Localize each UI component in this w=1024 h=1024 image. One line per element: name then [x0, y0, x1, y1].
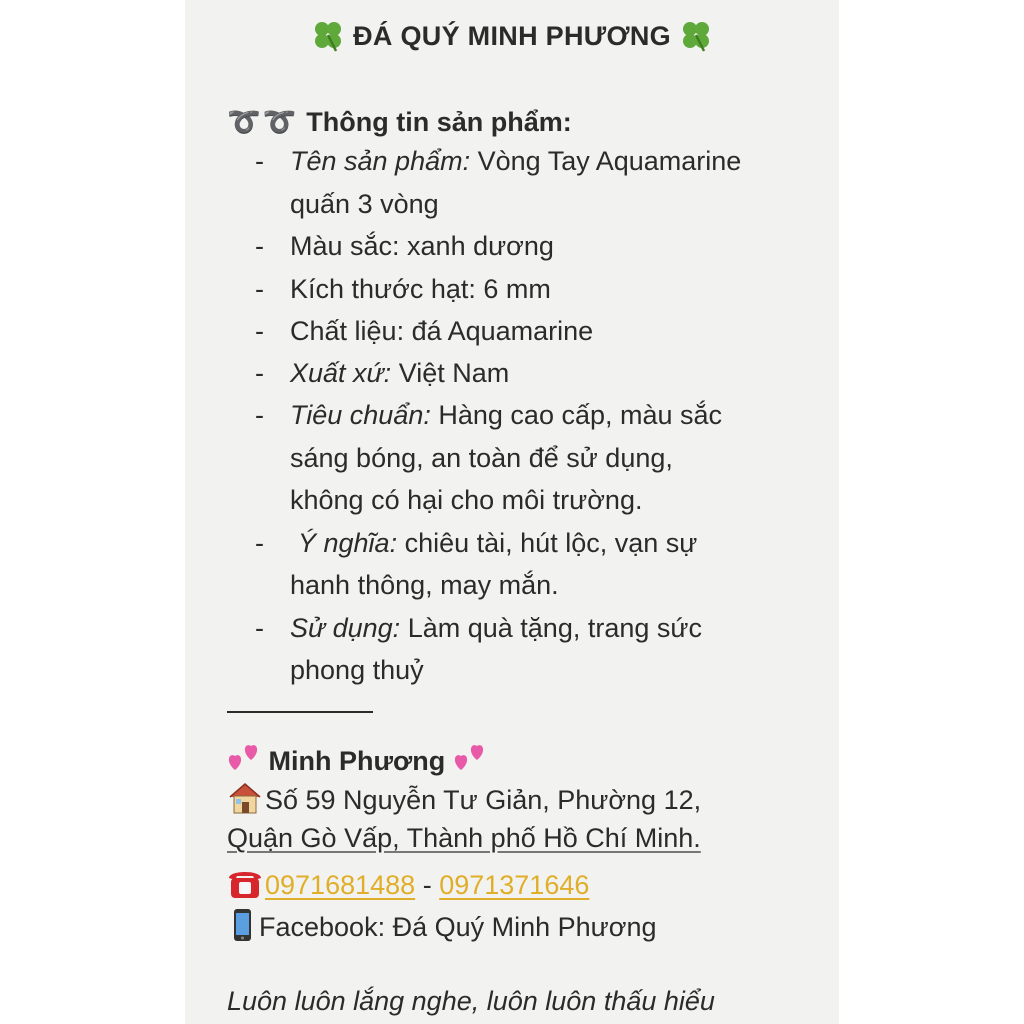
slogan: Luôn luôn lắng nghe, luôn luôn thấu hiểu	[227, 986, 715, 1016]
product-info-heading-text: Thông tin sản phẩm:	[306, 107, 572, 137]
bullet: -	[255, 528, 264, 558]
bullet: -	[255, 274, 264, 304]
address-line-2[interactable]: Quận Gò Vấp, Thành phố Hồ Chí Minh.	[227, 823, 701, 853]
product-description-card	[185, 0, 839, 1024]
bullet: -	[255, 316, 264, 346]
list-item-usage-cont: phong thuỷ	[290, 655, 424, 685]
list-item-material: Chất liệu: đá Aquamarine	[290, 316, 594, 346]
house-icon	[227, 781, 263, 815]
phone-number-1[interactable]: 0971681488	[265, 870, 416, 900]
list-item-color: Màu sắc: xanh dương	[290, 231, 554, 261]
phone-separator: -	[422, 870, 432, 900]
product-info-heading	[227, 106, 572, 138]
bullet: -	[255, 146, 264, 176]
contact-name-text: Minh Phương	[268, 746, 446, 776]
list-item-standard-cont: không có hại cho môi trường.	[290, 485, 643, 515]
two-hearts-icon	[227, 742, 261, 776]
list-item-origin: Xuất xứ: Việt Nam	[290, 358, 510, 388]
bullet: -	[255, 400, 264, 430]
contact-name	[227, 742, 487, 777]
telephone-icon	[227, 866, 263, 900]
phone-line	[227, 866, 589, 901]
shop-title-text: ĐÁ QUÝ MINH PHƯƠNG	[353, 21, 671, 51]
list-item-standard: Tiêu chuẩn: Hàng cao cấp, màu sắc	[290, 400, 723, 430]
list-item-meaning-cont: hanh thông, may mắn.	[290, 570, 559, 600]
four-leaf-clover-icon	[679, 18, 713, 52]
divider	[227, 711, 373, 713]
two-hearts-icon	[453, 742, 487, 776]
mobile-phone-icon	[227, 908, 257, 942]
list-item-standard-cont: sáng bóng, an toàn để sử dụng,	[290, 443, 673, 473]
list-item-size: Kích thước hạt: 6 mm	[290, 274, 551, 304]
shop-title	[185, 18, 839, 52]
bullet: -	[255, 613, 264, 643]
list-item-meaning: Ý nghĩa: chiêu tài, hút lộc, vạn sự	[298, 528, 698, 558]
address-line: Số 59 Nguyễn Tư Giản, Phường 12,	[227, 781, 701, 816]
phone-number-2[interactable]: 0971371646	[439, 870, 590, 900]
four-leaf-clover-icon	[311, 18, 345, 52]
bullet: -	[255, 231, 264, 261]
list-item-name: Tên sản phẩm: Vòng Tay Aquamarine	[290, 146, 742, 176]
facebook-line: Facebook: Đá Quý Minh Phương	[227, 908, 656, 943]
list-item-usage: Sử dụng: Làm quà tặng, trang sức	[290, 613, 702, 643]
list-item-name-cont: quấn 3 vòng	[290, 189, 439, 219]
curly-loop-icon: ➰➰	[227, 107, 299, 137]
bullet: -	[255, 358, 264, 388]
